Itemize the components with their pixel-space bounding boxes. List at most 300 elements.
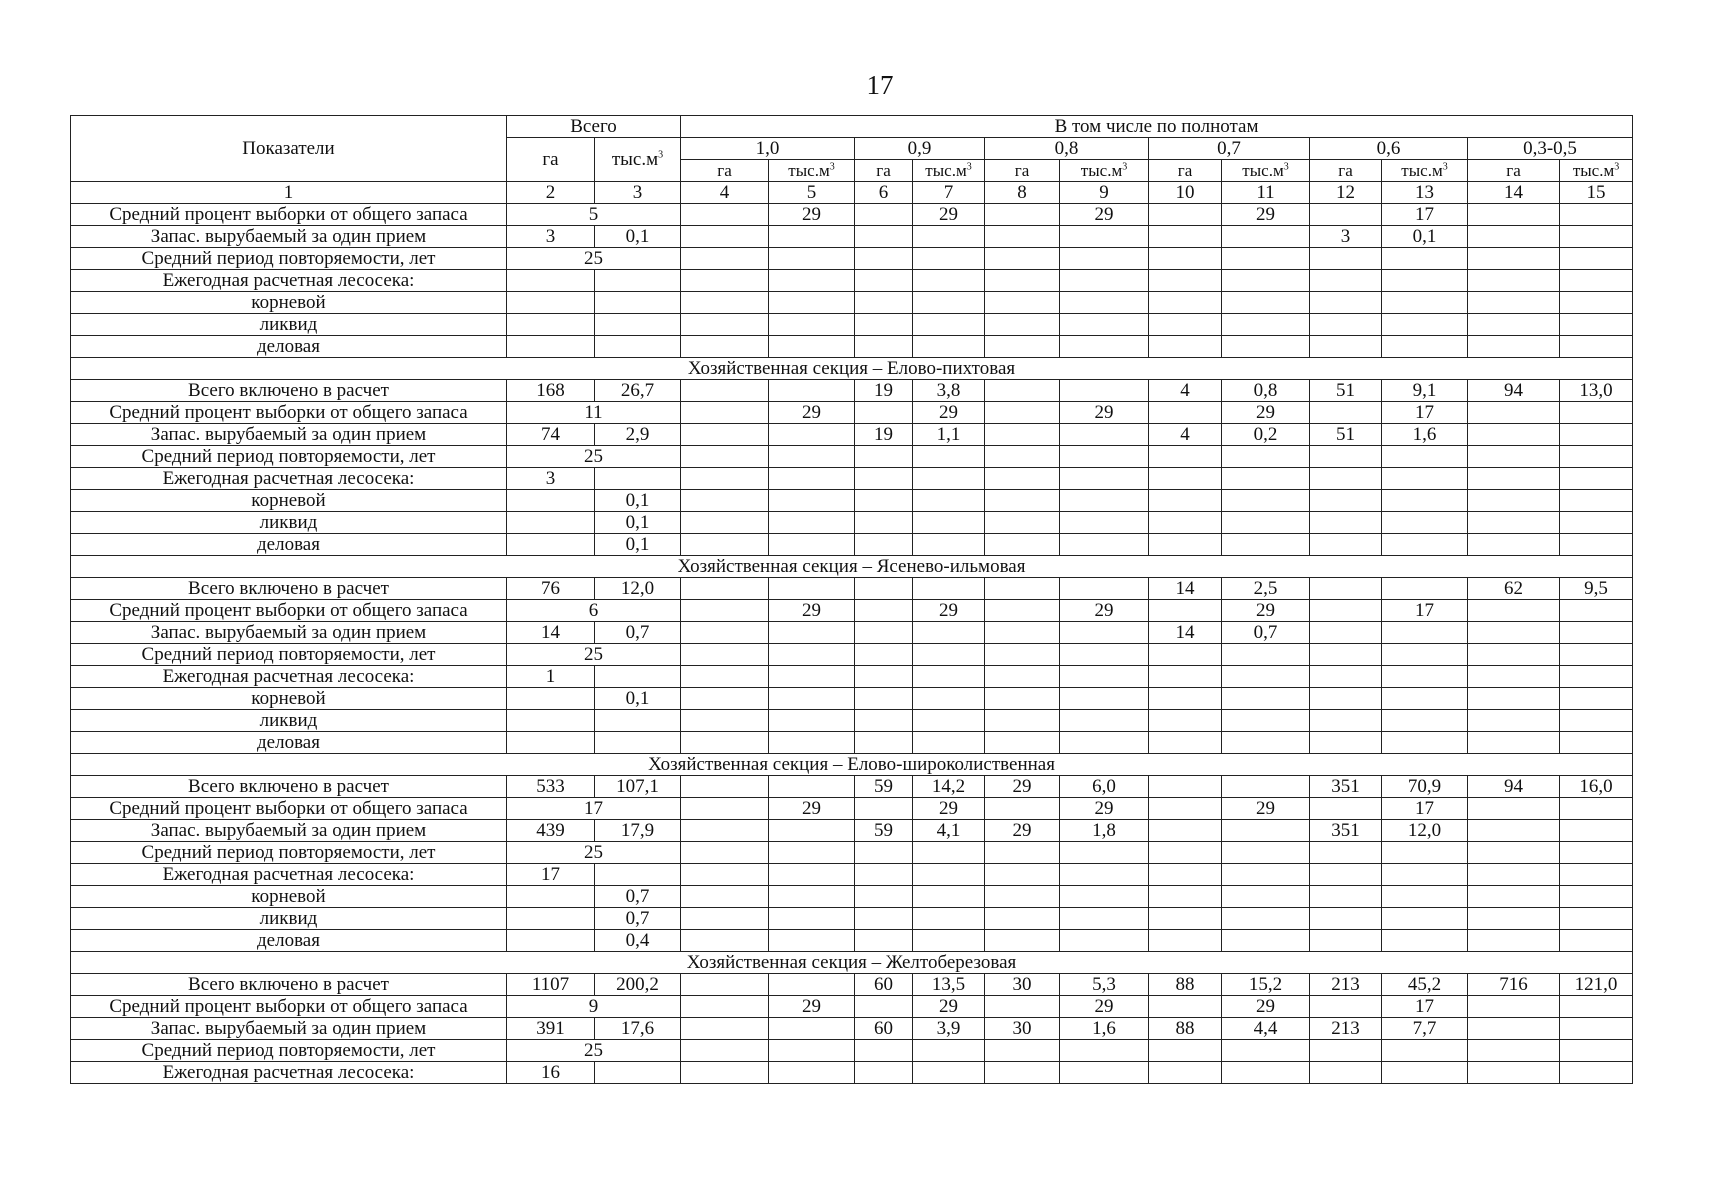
density-cell (769, 1062, 855, 1084)
density-cell (681, 490, 769, 512)
density-cell (1060, 468, 1149, 490)
density-cell (1222, 1062, 1310, 1084)
table-header (71, 116, 1633, 204)
density-cell (1060, 578, 1149, 600)
density-cell (1560, 842, 1633, 864)
density-cell (769, 336, 855, 358)
density-cell (681, 292, 769, 314)
density-cell (1060, 270, 1149, 292)
density-cell (1468, 666, 1560, 688)
density-cell (985, 864, 1060, 886)
density-cell (1468, 600, 1560, 622)
table-row (71, 534, 1633, 556)
density-cell (1468, 864, 1560, 886)
table-row (71, 1018, 1633, 1040)
density-cell: 13,5 (913, 974, 985, 996)
density-cell (1468, 908, 1560, 930)
density-cell (985, 248, 1060, 270)
row-label: ликвид (71, 908, 507, 930)
density-cell (913, 886, 985, 908)
density-cell (1060, 512, 1149, 534)
density-cell (1560, 336, 1633, 358)
density-cell (1560, 1062, 1633, 1084)
density-cell: 14,2 (913, 776, 985, 798)
density-cell: 29 (1060, 798, 1149, 820)
total-merged-cell: 5 (507, 204, 681, 226)
density-cell (1560, 798, 1633, 820)
density-cell (1560, 424, 1633, 446)
density-cell: 15,2 (1222, 974, 1310, 996)
section-row (71, 952, 1633, 974)
header-density-vol: $тыс.м^3$ (1222, 160, 1310, 182)
density-cell (1310, 204, 1382, 226)
density-cell (1560, 886, 1633, 908)
total-vol-cell (595, 666, 681, 688)
header-total-vol: $тыс.м^3$ (595, 138, 681, 182)
header-density-5: 0,3-0,5 (1468, 138, 1633, 160)
density-cell (1222, 534, 1310, 556)
row-label: Средний период повторяемости, лет (71, 248, 507, 270)
density-cell (1060, 666, 1149, 688)
header-total: Всего (507, 116, 681, 138)
density-cell (1310, 578, 1382, 600)
column-number: 7 (913, 182, 985, 204)
density-cell (769, 776, 855, 798)
density-cell (913, 270, 985, 292)
density-cell (1310, 1040, 1382, 1062)
density-cell (1310, 314, 1382, 336)
density-cell (985, 270, 1060, 292)
total-vol-cell: 0,1 (595, 490, 681, 512)
density-cell (855, 864, 913, 886)
density-cell (1560, 600, 1633, 622)
density-cell (855, 996, 913, 1018)
density-cell: 4 (1149, 424, 1222, 446)
density-cell: 17 (1382, 402, 1468, 424)
column-number: 1 (71, 182, 507, 204)
header-density-vol: $тыс.м^3$ (913, 160, 985, 182)
total-ha-cell: 391 (507, 1018, 595, 1040)
density-cell (1060, 380, 1149, 402)
density-cell: 29 (1222, 996, 1310, 1018)
density-cell (769, 908, 855, 930)
density-cell (1060, 314, 1149, 336)
density-cell (913, 908, 985, 930)
table-row (71, 776, 1633, 798)
density-cell: 6,0 (1060, 776, 1149, 798)
density-cell (1560, 468, 1633, 490)
density-cell (1222, 270, 1310, 292)
density-cell (681, 776, 769, 798)
density-cell (769, 688, 855, 710)
column-number: 13 (1382, 182, 1468, 204)
density-cell (1382, 512, 1468, 534)
density-cell (1060, 886, 1149, 908)
density-cell (681, 336, 769, 358)
density-cell (681, 380, 769, 402)
density-cell (855, 468, 913, 490)
header-density-ha: га (1149, 160, 1222, 182)
density-cell: 4,4 (1222, 1018, 1310, 1040)
row-label: ликвид (71, 314, 507, 336)
table-row (71, 424, 1633, 446)
total-ha-cell (507, 930, 595, 952)
density-cell: 213 (1310, 974, 1382, 996)
density-cell (769, 468, 855, 490)
total-vol-cell: 0,1 (595, 226, 681, 248)
table-row (71, 512, 1633, 534)
section-title: Хозяйственная секция – Ясенево-ильмовая (71, 556, 1633, 578)
density-cell (1468, 820, 1560, 842)
density-cell: 94 (1468, 776, 1560, 798)
density-cell (1310, 864, 1382, 886)
density-cell (1149, 732, 1222, 754)
density-cell (769, 622, 855, 644)
table-row (71, 886, 1633, 908)
density-cell: 5,3 (1060, 974, 1149, 996)
header-density-ha: га (985, 160, 1060, 182)
density-cell (1149, 842, 1222, 864)
density-cell (855, 248, 913, 270)
density-cell (681, 270, 769, 292)
density-cell (1468, 226, 1560, 248)
total-vol-cell (595, 468, 681, 490)
density-cell (985, 886, 1060, 908)
density-cell (1382, 666, 1468, 688)
row-label: корневой (71, 490, 507, 512)
density-cell (985, 798, 1060, 820)
table-row (71, 644, 1633, 666)
density-cell: 29 (1060, 204, 1149, 226)
density-cell (681, 798, 769, 820)
density-cell (985, 666, 1060, 688)
total-vol-cell: 2,9 (595, 424, 681, 446)
density-cell (855, 402, 913, 424)
density-cell (985, 1040, 1060, 1062)
density-cell (985, 710, 1060, 732)
density-cell (1222, 930, 1310, 952)
density-cell (1222, 842, 1310, 864)
density-cell (681, 974, 769, 996)
table-row (71, 622, 1633, 644)
density-cell (913, 666, 985, 688)
table-row (71, 402, 1633, 424)
column-number: 8 (985, 182, 1060, 204)
section-row (71, 754, 1633, 776)
density-cell (1560, 732, 1633, 754)
density-cell (1310, 534, 1382, 556)
density-cell (1149, 666, 1222, 688)
density-cell (1382, 930, 1468, 952)
density-cell (1560, 1018, 1633, 1040)
table-row (71, 314, 1633, 336)
density-cell (985, 336, 1060, 358)
density-cell (681, 688, 769, 710)
total-ha-cell: 533 (507, 776, 595, 798)
section-title: Хозяйственная секция – Желтоберезовая (71, 952, 1633, 974)
table-row (71, 600, 1633, 622)
density-cell (1060, 864, 1149, 886)
density-cell: 351 (1310, 776, 1382, 798)
density-cell (681, 534, 769, 556)
density-cell (681, 578, 769, 600)
row-label: Средний процент выборки от общего запаса (71, 204, 507, 226)
total-merged-cell: 6 (507, 600, 681, 622)
density-cell (1149, 996, 1222, 1018)
density-cell (1310, 1062, 1382, 1084)
density-cell (1382, 534, 1468, 556)
density-cell (913, 446, 985, 468)
total-ha-cell (507, 270, 595, 292)
table-row (71, 732, 1633, 754)
density-cell (1060, 446, 1149, 468)
row-label: Ежегодная расчетная лесосека: (71, 1062, 507, 1084)
density-cell (1382, 908, 1468, 930)
density-cell (769, 292, 855, 314)
header-density-1: 0,9 (855, 138, 985, 160)
total-vol-cell: 0,7 (595, 908, 681, 930)
density-cell: 19 (855, 380, 913, 402)
density-cell: 14 (1149, 578, 1222, 600)
density-cell (769, 314, 855, 336)
density-cell (1060, 644, 1149, 666)
density-cell (681, 732, 769, 754)
density-cell (1560, 270, 1633, 292)
density-cell (1310, 842, 1382, 864)
density-cell (1468, 336, 1560, 358)
density-cell (1149, 820, 1222, 842)
density-cell: 17 (1382, 204, 1468, 226)
total-ha-cell: 74 (507, 424, 595, 446)
density-cell (1560, 534, 1633, 556)
density-cell: 29 (913, 204, 985, 226)
density-cell (1382, 842, 1468, 864)
density-cell (769, 666, 855, 688)
density-cell (985, 1062, 1060, 1084)
density-cell (681, 996, 769, 1018)
density-cell (1560, 688, 1633, 710)
density-cell (1382, 688, 1468, 710)
density-cell (913, 1062, 985, 1084)
table-row (71, 226, 1633, 248)
total-ha-cell (507, 512, 595, 534)
density-cell (855, 204, 913, 226)
density-cell (681, 600, 769, 622)
row-label: Всего включено в расчет (71, 974, 507, 996)
density-cell: 29 (913, 798, 985, 820)
density-cell (769, 424, 855, 446)
table-row (71, 842, 1633, 864)
row-label: Средний процент выборки от общего запаса (71, 402, 507, 424)
total-ha-cell (507, 292, 595, 314)
total-ha-cell (507, 732, 595, 754)
header-density-2: 0,8 (985, 138, 1149, 160)
density-cell (855, 292, 913, 314)
row-label: Ежегодная расчетная лесосека: (71, 468, 507, 490)
table-row (71, 666, 1633, 688)
header-density-ha: га (855, 160, 913, 182)
density-cell (985, 314, 1060, 336)
total-ha-cell: 1 (507, 666, 595, 688)
total-vol-cell: 107,1 (595, 776, 681, 798)
density-cell (855, 930, 913, 952)
density-cell (1468, 622, 1560, 644)
total-vol-cell: 17,9 (595, 820, 681, 842)
row-label: Запас. вырубаемый за один прием (71, 226, 507, 248)
row-label: ликвид (71, 512, 507, 534)
density-cell (681, 204, 769, 226)
table-row (71, 270, 1633, 292)
row-label: Средний процент выборки от общего запаса (71, 996, 507, 1018)
density-cell (1310, 644, 1382, 666)
density-cell (855, 644, 913, 666)
density-cell (1560, 248, 1633, 270)
row-label: Средний период повторяемости, лет (71, 644, 507, 666)
density-cell (1560, 402, 1633, 424)
density-cell (769, 864, 855, 886)
density-cell (681, 248, 769, 270)
total-merged-cell: 25 (507, 248, 681, 270)
density-cell (681, 424, 769, 446)
density-cell: 7,7 (1382, 1018, 1468, 1040)
density-cell (1222, 446, 1310, 468)
density-cell (681, 644, 769, 666)
density-cell (1149, 776, 1222, 798)
density-cell (1468, 512, 1560, 534)
density-cell: 13,0 (1560, 380, 1633, 402)
density-cell (1560, 996, 1633, 1018)
density-cell (1222, 336, 1310, 358)
density-cell (985, 622, 1060, 644)
row-label: корневой (71, 688, 507, 710)
density-cell (855, 578, 913, 600)
density-cell (1060, 490, 1149, 512)
total-vol-cell: 200,2 (595, 974, 681, 996)
total-ha-cell (507, 490, 595, 512)
density-cell (681, 226, 769, 248)
density-cell (855, 270, 913, 292)
density-cell (1149, 1040, 1222, 1062)
density-cell (1382, 248, 1468, 270)
density-cell (1222, 490, 1310, 512)
table-row (71, 490, 1633, 512)
density-cell (1468, 1062, 1560, 1084)
page-number: 17 (866, 70, 894, 100)
column-number: 5 (769, 182, 855, 204)
total-ha-cell: 3 (507, 226, 595, 248)
density-cell (1060, 534, 1149, 556)
row-label: Средний процент выборки от общего запаса (71, 798, 507, 820)
total-merged-cell: 25 (507, 644, 681, 666)
row-label: деловая (71, 534, 507, 556)
density-cell: 14 (1149, 622, 1222, 644)
density-cell (681, 512, 769, 534)
density-cell (1310, 490, 1382, 512)
total-ha-cell: 439 (507, 820, 595, 842)
section-row (71, 358, 1633, 380)
density-cell (1149, 644, 1222, 666)
section-row (71, 556, 1633, 578)
total-vol-cell: 0,4 (595, 930, 681, 952)
density-cell (1310, 886, 1382, 908)
density-cell (1149, 534, 1222, 556)
row-label: деловая (71, 336, 507, 358)
row-label: ликвид (71, 710, 507, 732)
table-row (71, 974, 1633, 996)
density-cell (1468, 490, 1560, 512)
density-cell: 4 (1149, 380, 1222, 402)
density-cell (855, 314, 913, 336)
density-cell (769, 842, 855, 864)
density-cell (913, 490, 985, 512)
density-cell: 30 (985, 974, 1060, 996)
density-cell (1060, 292, 1149, 314)
density-cell (1222, 248, 1310, 270)
density-cell (1468, 204, 1560, 226)
table-row (71, 292, 1633, 314)
density-cell (985, 732, 1060, 754)
header-density-vol: $тыс.м^3$ (769, 160, 855, 182)
density-cell (1149, 1062, 1222, 1084)
density-cell (1382, 1040, 1468, 1062)
density-cell (1468, 534, 1560, 556)
column-number: 14 (1468, 182, 1560, 204)
density-cell (1222, 1040, 1310, 1062)
total-vol-cell (595, 314, 681, 336)
column-number: 2 (507, 182, 595, 204)
density-cell (769, 534, 855, 556)
density-cell (855, 1062, 913, 1084)
total-vol-cell (595, 864, 681, 886)
density-cell: 0,7 (1222, 622, 1310, 644)
density-cell (1382, 490, 1468, 512)
density-cell (1382, 578, 1468, 600)
total-vol-cell: 0,1 (595, 534, 681, 556)
density-cell: 29 (1222, 204, 1310, 226)
density-cell (1382, 1062, 1468, 1084)
density-cell: 3,8 (913, 380, 985, 402)
density-cell: 29 (913, 402, 985, 424)
density-cell: 17 (1382, 600, 1468, 622)
density-cell (1560, 512, 1633, 534)
density-cell (1468, 886, 1560, 908)
density-cell (913, 864, 985, 886)
table-row (71, 798, 1633, 820)
section-title: Хозяйственная секция – Елово-пихтовая (71, 358, 1633, 380)
density-cell (681, 886, 769, 908)
density-cell: 29 (1060, 996, 1149, 1018)
density-cell (769, 512, 855, 534)
density-cell (855, 622, 913, 644)
density-cell: 29 (913, 600, 985, 622)
density-cell (1468, 798, 1560, 820)
forest-table (70, 115, 1633, 1084)
row-label: Запас. вырубаемый за один прием (71, 820, 507, 842)
density-cell: 29 (1222, 798, 1310, 820)
density-cell: 0,8 (1222, 380, 1310, 402)
density-cell (855, 534, 913, 556)
density-cell (1560, 446, 1633, 468)
total-vol-cell (595, 336, 681, 358)
density-cell (985, 292, 1060, 314)
total-vol-cell: 0,7 (595, 622, 681, 644)
density-cell (681, 468, 769, 490)
total-merged-cell: 25 (507, 842, 681, 864)
density-cell (1560, 908, 1633, 930)
density-cell (985, 512, 1060, 534)
density-cell (769, 380, 855, 402)
density-cell (1560, 490, 1633, 512)
